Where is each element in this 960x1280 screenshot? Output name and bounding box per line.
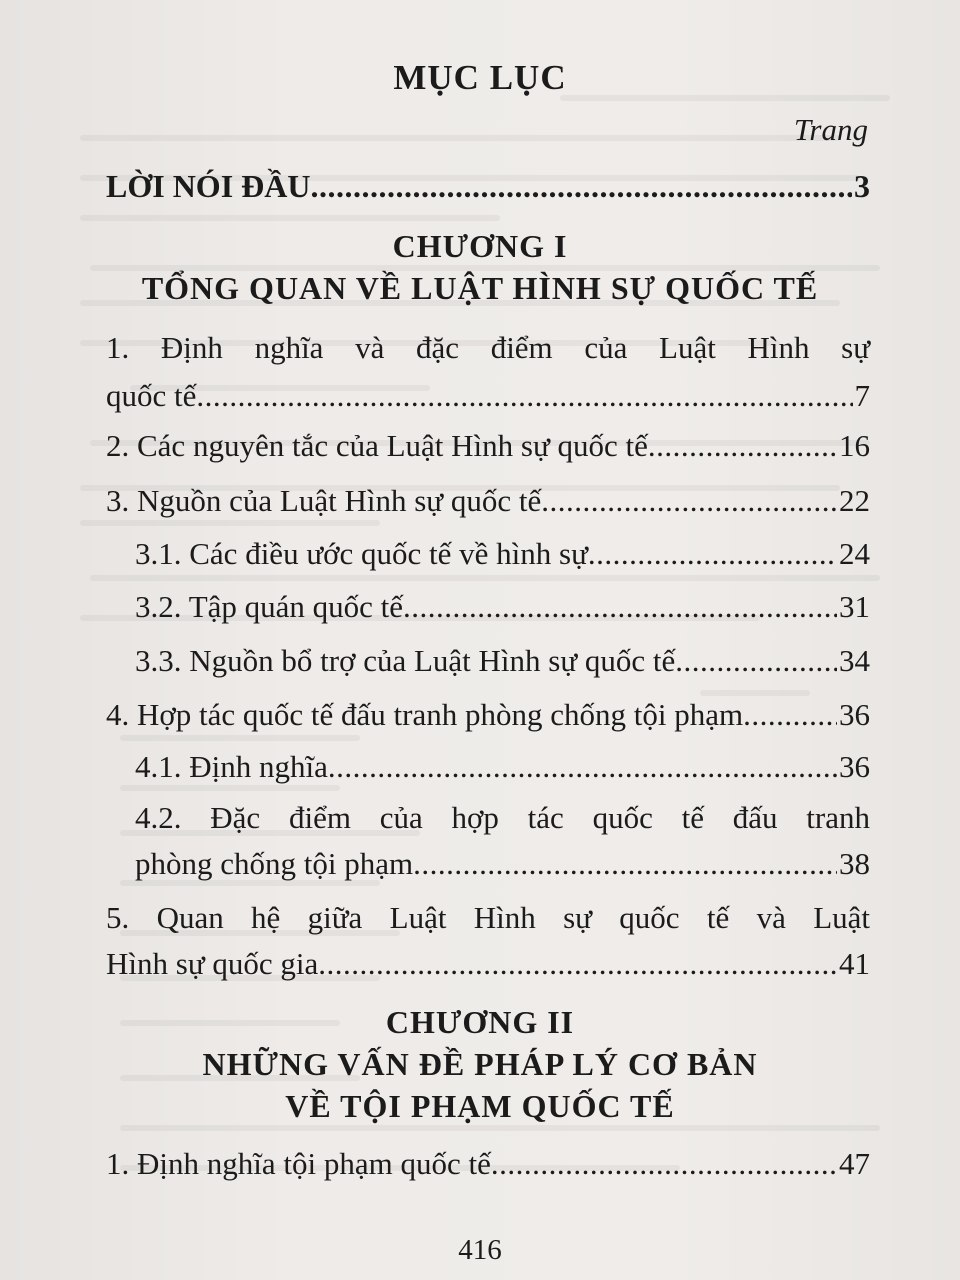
toc-title: MỤC LỤC	[393, 58, 567, 97]
toc-entry-page: 24	[839, 536, 870, 571]
toc-entry-4[interactable]	[106, 697, 870, 741]
toc-entry-text: 3.3. Nguồn bổ trợ của Luật Hình sự quốc tế	[135, 643, 676, 678]
toc-entry-page: 36	[839, 697, 870, 732]
page-column-label: Trang	[793, 112, 868, 147]
toc-entry-3-2[interactable]	[135, 589, 870, 633]
toc-entry-page: 16	[839, 428, 870, 463]
toc-entry-text: phòng chống tội phạm	[135, 846, 414, 881]
toc-entry-text: 3. Nguồn của Luật Hình sự quốc tế	[106, 483, 542, 518]
dot-leader	[413, 846, 837, 882]
toc-entry-2[interactable]	[106, 428, 870, 472]
toc-entry-3-3[interactable]	[135, 643, 870, 687]
toc-entry-1-line1[interactable]: 1. Định nghĩa và đặc điểm của Luật Hình sự	[106, 330, 870, 365]
toc-entry-1[interactable]	[106, 378, 870, 422]
toc-entry-4-2-line1[interactable]: 4.2. Đặc điểm của hợp tác quốc tế đấu tranh	[135, 800, 870, 835]
toc-entry-text: 3.1. Các điều ước quốc tế về hình sự	[135, 536, 588, 571]
toc-entry-page: 36	[839, 749, 870, 784]
toc-entry-text: 1. Định nghĩa tội phạm quốc tế	[106, 1146, 491, 1181]
toc-entry-4-1[interactable]	[135, 749, 870, 793]
dot-leader	[310, 168, 852, 205]
toc-entry-page: 31	[839, 589, 870, 624]
toc-entry-3[interactable]	[106, 483, 870, 527]
toc-entry-text: 4. Hợp tác quốc tế đấu tranh phòng chống tội phạm	[106, 697, 744, 732]
toc-entry-page: 47	[839, 1146, 870, 1181]
toc-entry-page: 41	[839, 946, 870, 981]
toc-entry-c2-1[interactable]	[106, 1146, 870, 1190]
chapter-1-title: TỔNG QUAN VỀ LUẬT HÌNH SỰ QUỐC TẾ	[141, 270, 819, 306]
toc-entry-page: 38	[839, 846, 870, 881]
dot-leader	[318, 946, 837, 982]
dot-leader	[328, 749, 837, 785]
dot-leader	[588, 536, 837, 572]
toc-entry-text: 3.2. Tập quán quốc tế	[135, 589, 404, 624]
chapter-1-label: CHƯƠNG I	[392, 228, 568, 264]
dot-leader	[491, 1146, 837, 1182]
toc-entry-3-1[interactable]	[135, 536, 870, 580]
toc-entry-page: 7	[854, 378, 870, 413]
toc-entry-page: 3	[854, 168, 870, 204]
toc-entry-5[interactable]	[106, 946, 870, 990]
toc-entry-page: 34	[839, 643, 870, 678]
toc-entry-5-line1[interactable]: 5. Quan hệ giữa Luật Hình sự quốc tế và Luật	[106, 900, 870, 935]
dot-leader	[675, 643, 837, 679]
dot-leader	[648, 428, 837, 464]
chapter-2-title-line2: VỀ TỘI PHẠM QUỐC TẾ	[285, 1088, 675, 1124]
toc-entry-text: 2. Các nguyên tắc của Luật Hình sự quốc tế	[106, 428, 648, 463]
dot-leader	[541, 483, 837, 519]
footer-page-number: 416	[458, 1234, 502, 1266]
toc-entry-text: quốc tế	[106, 378, 197, 413]
chapter-2-title-line1: NHỮNG VẤN ĐỀ PHÁP LÝ CƠ BẢN	[202, 1046, 758, 1082]
dot-leader	[403, 589, 837, 625]
toc-entry-preface[interactable]	[106, 168, 870, 212]
toc-entry-4-2[interactable]	[135, 846, 870, 890]
dot-leader	[196, 378, 852, 414]
chapter-2-label: CHƯƠNG II	[385, 1004, 575, 1040]
toc-entry-text: 4.1. Định nghĩa	[135, 749, 328, 784]
toc-entry-text: Hình sự quốc gia	[106, 946, 319, 981]
dot-leader	[743, 697, 837, 733]
toc-entry-text: LỜI NÓI ĐẦU	[106, 168, 311, 204]
toc-entry-page: 22	[839, 483, 870, 518]
